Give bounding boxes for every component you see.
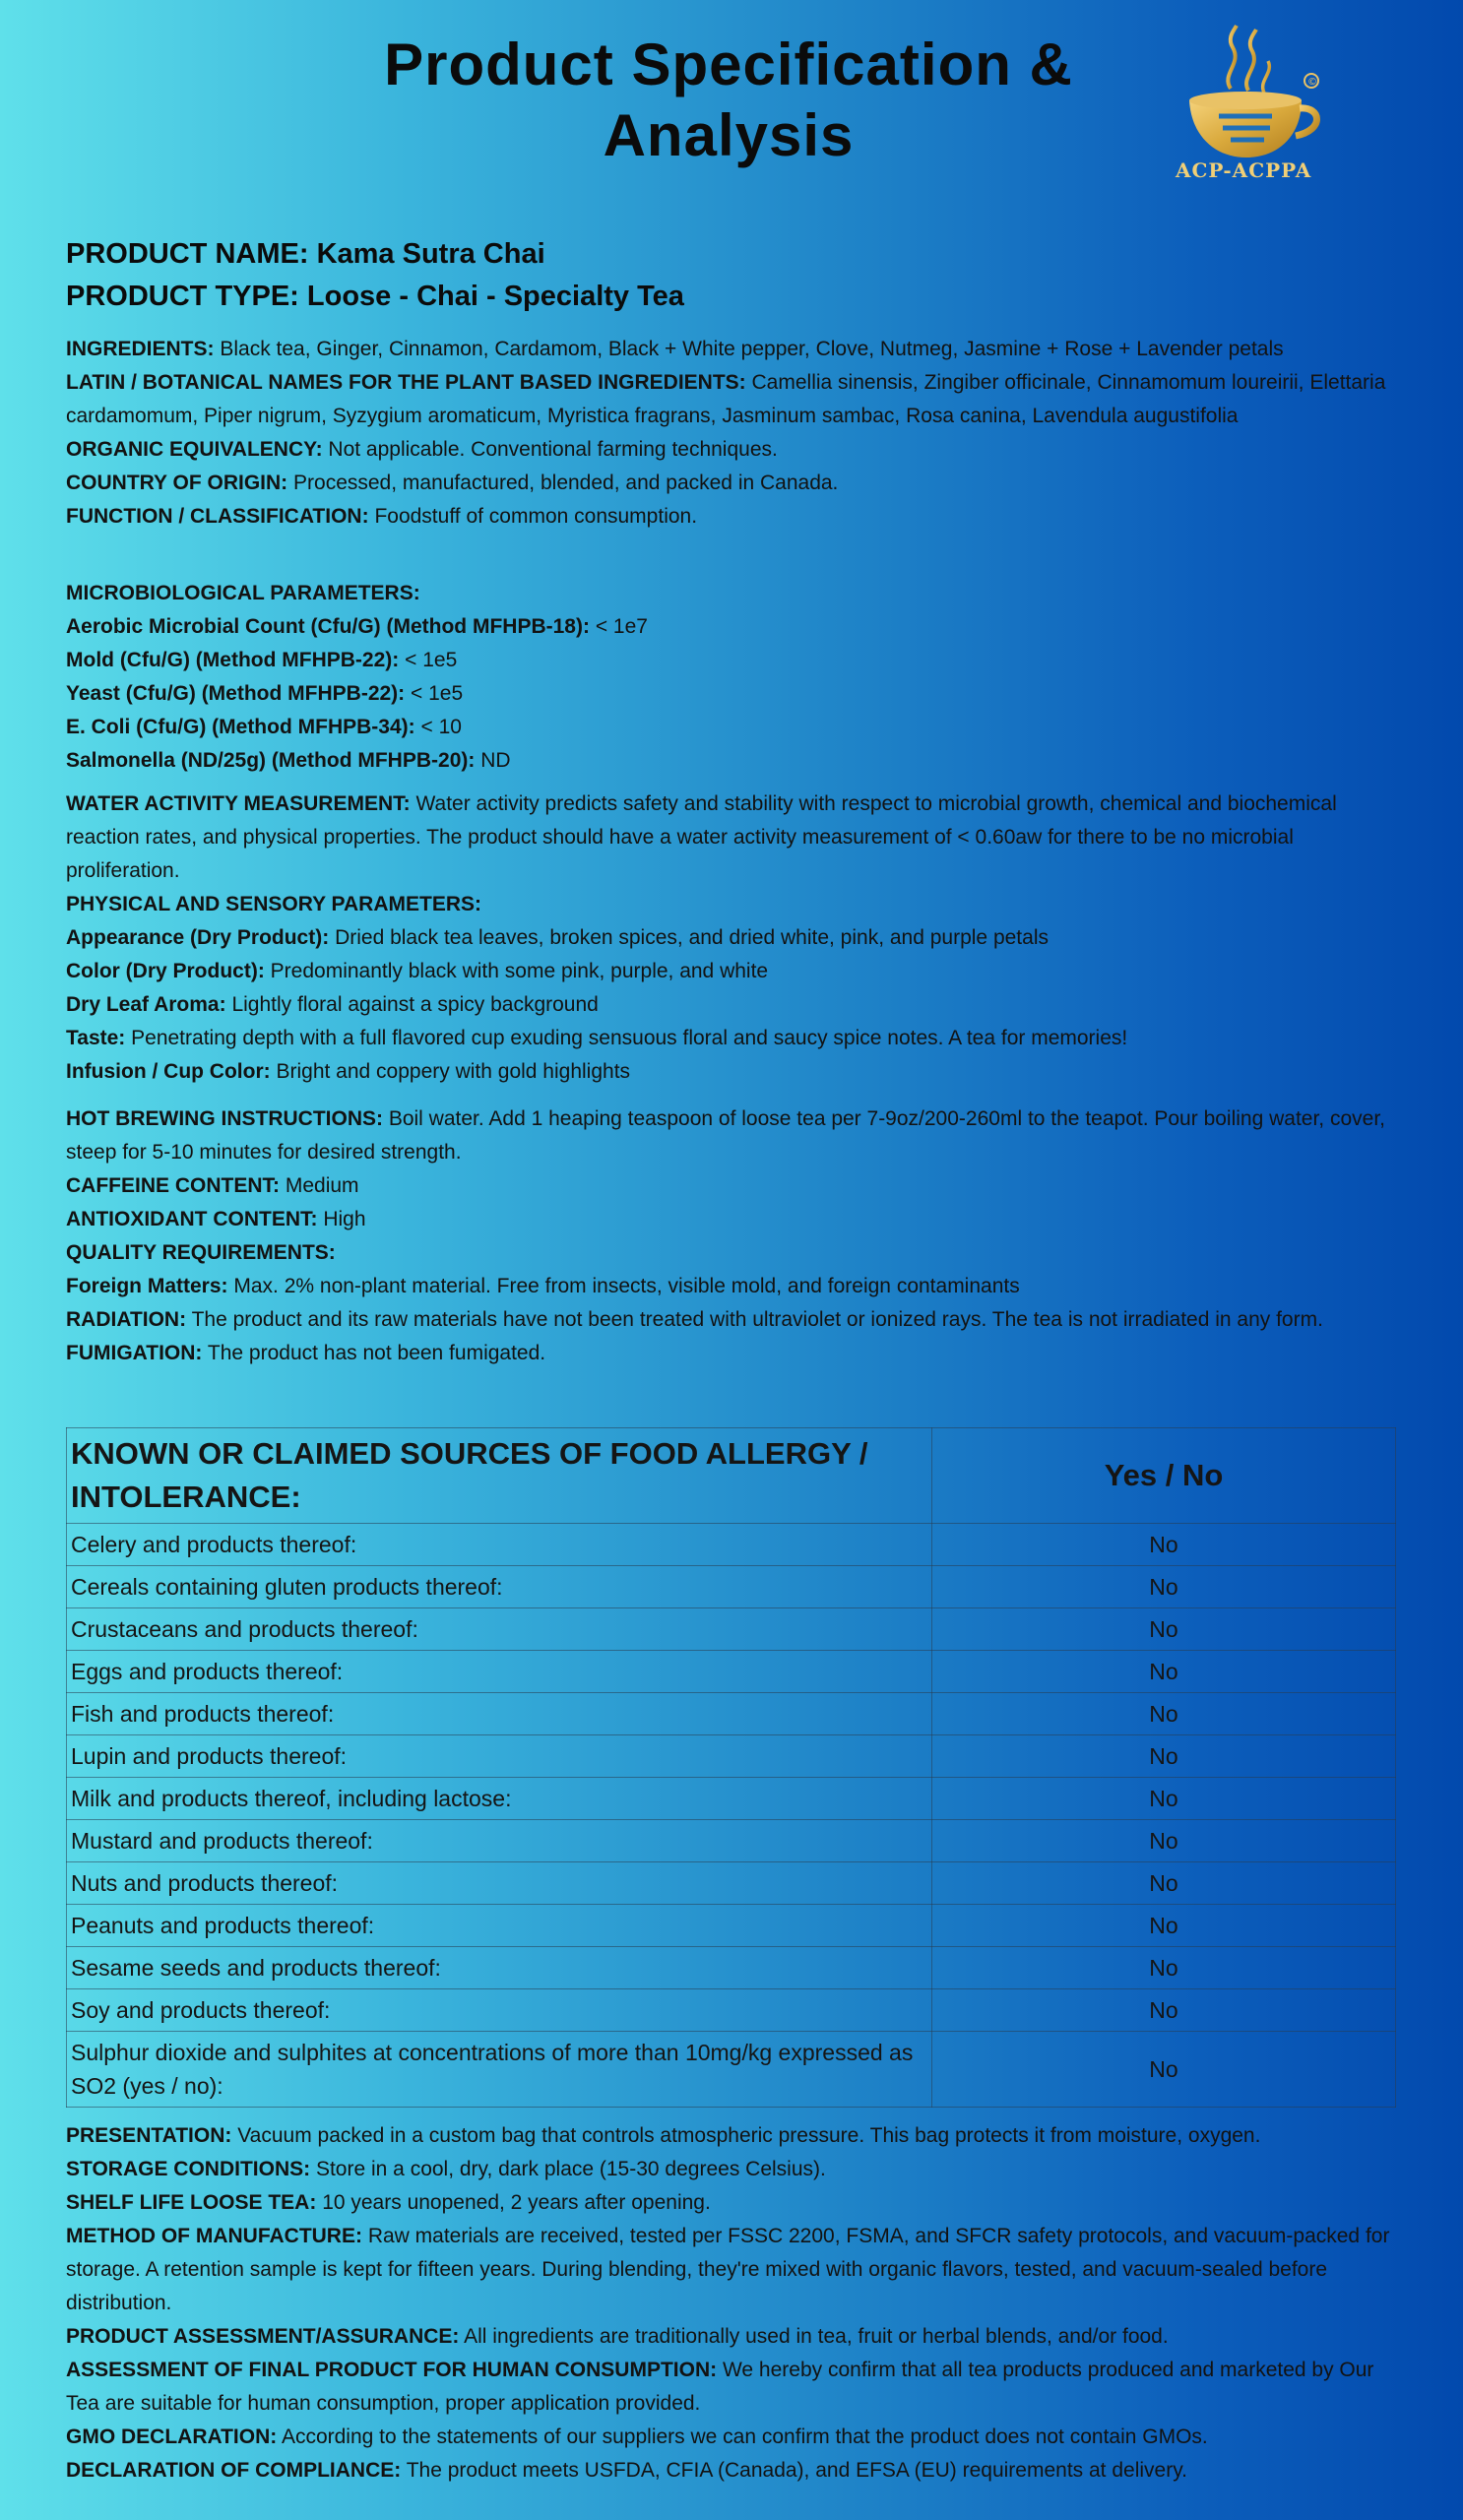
spec-line: E. Coli (Cfu/G) (Method MFHPB-34): < 10 [66, 716, 462, 738]
table-row [67, 1693, 1396, 1735]
spec-line: Aerobic Microbial Count (Cfu/G) (Method MFHPB-18): < 1e7 [66, 615, 648, 638]
table-row [67, 1989, 1396, 2032]
spec-line: ANTIOXIDANT CONTENT: High [66, 1208, 366, 1230]
allergen-item: Sulphur dioxide and sulphites at concentrations of more than 10mg/kg expressed as SO2 (yes / no): [67, 2032, 932, 2108]
allergen-item: Sesame seeds and products thereof: [67, 1947, 932, 1989]
allergen-item: Celery and products thereof: [67, 1524, 932, 1566]
allergen-table [66, 1427, 1396, 2108]
allergen-item: Lupin and products thereof: [67, 1735, 932, 1778]
table-row [67, 1820, 1396, 1862]
allergen-header-right: Yes / No [932, 1428, 1396, 1524]
allergen-table-header [67, 1428, 1396, 1524]
spec-line: PHYSICAL AND SENSORY PARAMETERS: [66, 893, 481, 915]
spec-line: Appearance (Dry Product): Dried black tea leaves, broken spices, and dried white, pink, and purple petals [66, 926, 1049, 949]
allergen-value: No [932, 1947, 1396, 1989]
allergen-value: No [932, 1735, 1396, 1778]
spec-line: Mold (Cfu/G) (Method MFHPB-22): < 1e5 [66, 649, 458, 671]
section-brewing-quality [66, 1102, 1405, 1370]
spec-line: QUALITY REQUIREMENTS: [66, 1241, 336, 1264]
allergen-value: No [932, 1989, 1396, 2032]
allergen-value: No [932, 1905, 1396, 1947]
spec-line: DECLARATION OF COMPLIANCE: The product meets USFDA, CFIA (Canada), and EFSA (EU) requirements at delivery. [66, 2459, 1187, 2482]
allergen-item: Peanuts and products thereof: [67, 1905, 932, 1947]
logo-copyright-mark: © [1307, 77, 1317, 88]
title-line-1: Product Specification & [384, 32, 1073, 97]
allergen-item: Soy and products thereof: [67, 1989, 932, 2032]
title-line-2: Analysis [603, 102, 855, 168]
spec-line: Salmonella (ND/25g) (Method MFHPB-20): ND [66, 749, 511, 772]
table-row [67, 1566, 1396, 1608]
table-row [67, 1608, 1396, 1651]
allergen-value: No [932, 1693, 1396, 1735]
spec-line: Color (Dry Product): Predominantly black with some pink, purple, and white [66, 960, 769, 982]
product-name-label: PRODUCT NAME: [66, 238, 309, 270]
allergen-value: No [932, 1862, 1396, 1905]
table-row [67, 1651, 1396, 1693]
table-row [67, 1778, 1396, 1820]
allergen-item: Mustard and products thereof: [67, 1820, 932, 1862]
allergen-item: Cereals containing gluten products thereof: [67, 1566, 932, 1608]
spec-line: CAFFEINE CONTENT: Medium [66, 1174, 359, 1197]
product-name [66, 238, 545, 271]
allergen-item: Fish and products thereof: [67, 1693, 932, 1735]
spec-line: MICROBIOLOGICAL PARAMETERS: [66, 582, 420, 604]
section-water-sensory [66, 788, 1405, 1089]
product-type-label: PRODUCT TYPE: [66, 281, 299, 312]
allergen-item: Eggs and products thereof: [67, 1651, 932, 1693]
allergen-value: No [932, 1608, 1396, 1651]
table-row [67, 1905, 1396, 1947]
spec-line: FUNCTION / CLASSIFICATION: Foodstuff of common consumption. [66, 505, 698, 528]
product-type [66, 281, 684, 313]
section-presentation-declarations [66, 2119, 1405, 2488]
section-microbiological [66, 577, 1405, 778]
allergen-item: Nuts and products thereof: [67, 1862, 932, 1905]
spec-line: METHOD OF MANUFACTURE: Raw materials are received, tested per FSSC 2200, FSMA, and SFCR safety protocols, and vacuum-packed for storage. A retention sample is kept for fifteen years. During blending, they're mixed with organic flavors, tested, and vacuum-sealed before distribution. [66, 2225, 1390, 2314]
spec-line: HOT BREWING INSTRUCTIONS: Boil water. Add 1 heaping teaspoon of loose tea per 7-9oz/200-260ml to the teapot. Pour boiling water, cover, steep for 5-10 minutes for desired strength. [66, 1107, 1386, 1164]
product-name-value: Kama Sutra Chai [316, 238, 545, 270]
spec-line: COUNTRY OF ORIGIN: Processed, manufactured, blended, and packed in Canada. [66, 472, 839, 494]
spec-line: Yeast (Cfu/G) (Method MFHPB-22): < 1e5 [66, 682, 464, 705]
spec-line: Dry Leaf Aroma: Lightly floral against a spicy background [66, 993, 599, 1016]
page-title [325, 30, 1132, 171]
allergen-value: No [932, 1566, 1396, 1608]
spec-line: ORGANIC EQUIVALENCY: Not applicable. Conventional farming techniques. [66, 438, 778, 461]
spec-line: FUMIGATION: The product has not been fumigated. [66, 1342, 546, 1364]
allergen-value: No [932, 1651, 1396, 1693]
spec-line: RADIATION: The product and its raw materials have not been treated with ultraviolet or ionized rays. The tea is not irradiated in any form. [66, 1308, 1323, 1331]
spec-line: PRODUCT ASSESSMENT/ASSURANCE: All ingredients are traditionally used in tea, fruit or herbal blends, and/or food. [66, 2325, 1169, 2348]
allergen-value: No [932, 1524, 1396, 1566]
spec-line: WATER ACTIVITY MEASUREMENT: Water activity predicts safety and stability with respect to microbial growth, chemical and biochemical reaction rates, and physical properties. The product should have a water activity measurement of < 0.60aw for there to be no microbial proliferation. [66, 792, 1337, 882]
logo-text: ACP-ACPPA [1176, 158, 1312, 182]
allergen-header-left: KNOWN OR CLAIMED SOURCES OF FOOD ALLERGY / INTOLERANCE: [67, 1428, 932, 1524]
spec-line: PRESENTATION: Vacuum packed in a custom bag that controls atmospheric pressure. This bag protects it from moisture, oxygen. [66, 2124, 1261, 2147]
spec-line: STORAGE CONDITIONS: Store in a cool, dry, dark place (15-30 degrees Celsius). [66, 2158, 826, 2180]
table-row [67, 1735, 1396, 1778]
allergen-value: No [932, 1778, 1396, 1820]
section-ingredients [66, 333, 1405, 534]
allergen-value: No [932, 1820, 1396, 1862]
spec-line: Taste: Penetrating depth with a full flavored cup exuding sensuous floral and saucy spice notes. A tea for memories! [66, 1027, 1128, 1049]
table-row [67, 1524, 1396, 1566]
spec-line: LATIN / BOTANICAL NAMES FOR THE PLANT BASED INGREDIENTS: Camellia sinensis, Zingiber officinale, Cinnamomum loureirii, Elettaria cardamomum, Piper nigrum, Syzygium aromaticum, Myristica fragrans, Jasminum sambac, Rosa canina, Lavendula augustifolia [66, 371, 1386, 427]
spec-line: Foreign Matters: Max. 2% non-plant material. Free from insects, visible mold, and foreign contaminants [66, 1275, 1020, 1297]
allergen-item: Crustaceans and products thereof: [67, 1608, 932, 1651]
table-row [67, 1947, 1396, 1989]
spec-line: ASSESSMENT OF FINAL PRODUCT FOR HUMAN CONSUMPTION: We hereby confirm that all tea products produced and marketed by Our Tea are suitable for human consumption, proper application provided. [66, 2359, 1374, 2415]
table-row [67, 1862, 1396, 1905]
product-type-value: Loose - Chai - Specialty Tea [306, 281, 684, 312]
table-row [67, 2032, 1396, 2108]
spec-line: GMO DECLARATION: According to the statements of our suppliers we can confirm that the product does not contain GMOs. [66, 2426, 1208, 2448]
allergen-item: Milk and products thereof, including lactose: [67, 1778, 932, 1820]
spec-line: Infusion / Cup Color: Bright and coppery with gold highlights [66, 1060, 631, 1083]
spec-line: INGREDIENTS: Black tea, Ginger, Cinnamon, Cardamom, Black + White pepper, Clove, Nutmeg, Jasmine + Rose + Lavender petals [66, 338, 1284, 360]
spec-line: SHELF LIFE LOOSE TEA: 10 years unopened, 2 years after opening. [66, 2191, 711, 2214]
allergen-value: No [932, 2032, 1396, 2108]
tea-cup-logo-icon [1162, 20, 1349, 187]
